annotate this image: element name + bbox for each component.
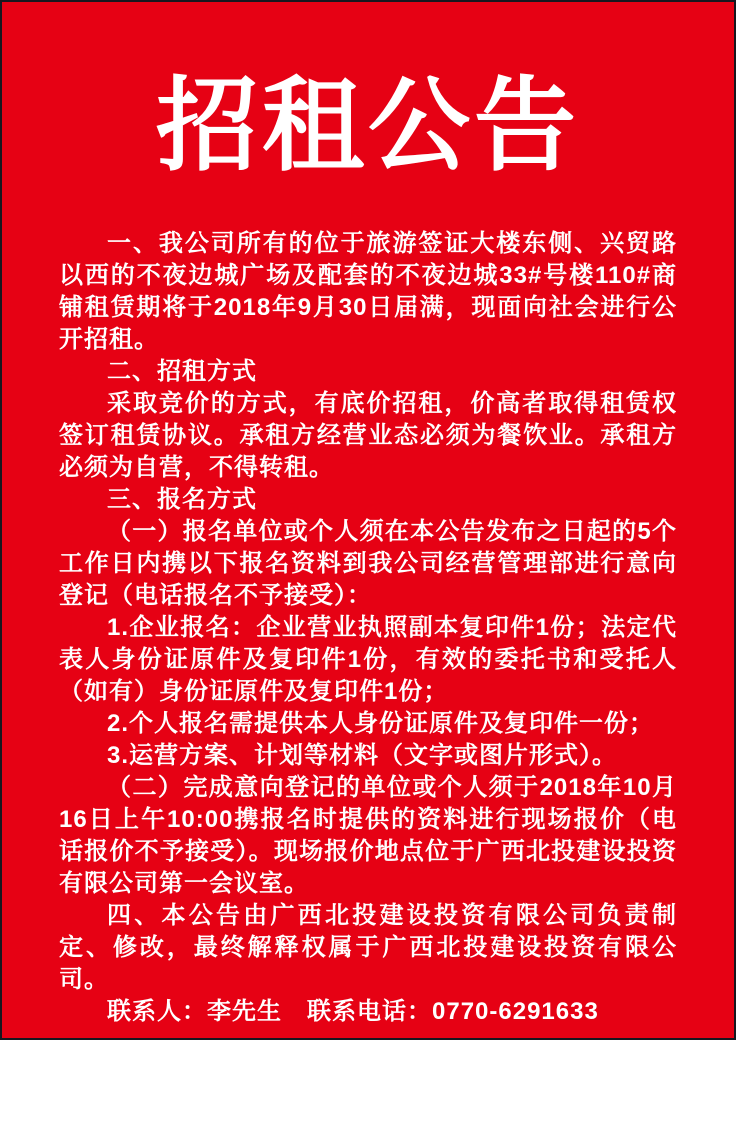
paragraph-final-interpretation: 四、本公告由广西北投建设投资有限公司负责制定、修改，最终解释权属于广西北投建设投资有限公司。 xyxy=(59,902,677,994)
signature-date: 2018年9月30日 xyxy=(429,1095,613,1124)
paragraph-rental-method: 采取竞价的方式，有底价招租，价高者取得租赁权签订租赁协议。承租方经营业态必须为餐饮业。承租方必须为自营，不得转租。 xyxy=(59,390,677,482)
paragraph-operation-plan: 3.运营方案、计划等材料（文字或图片形式）。 xyxy=(107,742,618,770)
paragraph-property-intro: 一、我公司所有的位于旅游签证大楼东侧、兴贸路以西的不夜边城广场及配套的不夜边城33#号楼110#商铺租赁期将于2018年9月30日届满，现面向社会进行公开招租。 xyxy=(59,230,677,354)
heading-rental-method: 二、招租方式 xyxy=(107,358,257,386)
paragraph-enterprise-requirements: 1.企业报名：企业营业执照副本复印件1份；法定代表人身份证原件及复印件1份，有效的委托书和受托人（如有）身份证原件及复印件1份； xyxy=(59,614,677,706)
signature-company: 广西北投建设投资有限公司 xyxy=(364,1061,677,1090)
paragraph-bidding-arrangement: （二）完成意向登记的单位或个人须于2018年10月16日上午10:00携报名时提供的资料进行现场报价（电话报价不予接受）。现场报价地点位于广西北投建设投资有限公司第一会议室。 xyxy=(59,774,677,898)
paragraph-registration-intro: （一）报名单位或个人须在本公告发布之日起的5个工作日内携以下报名资料到我公司经营管理部进行意向登记（电话报名不予接受）： xyxy=(59,518,677,610)
paragraph-individual-requirements: 2.个人报名需提供本人身份证原件及复印件一份； xyxy=(107,710,655,738)
signature-block xyxy=(365,1058,677,1126)
heading-registration: 三、报名方式 xyxy=(107,486,257,514)
announcement-body xyxy=(59,228,677,1028)
page-title: 招租公告 xyxy=(156,71,580,184)
contact-line: 联系人：李先生 联系电话：0770-6291633 xyxy=(107,998,599,1026)
